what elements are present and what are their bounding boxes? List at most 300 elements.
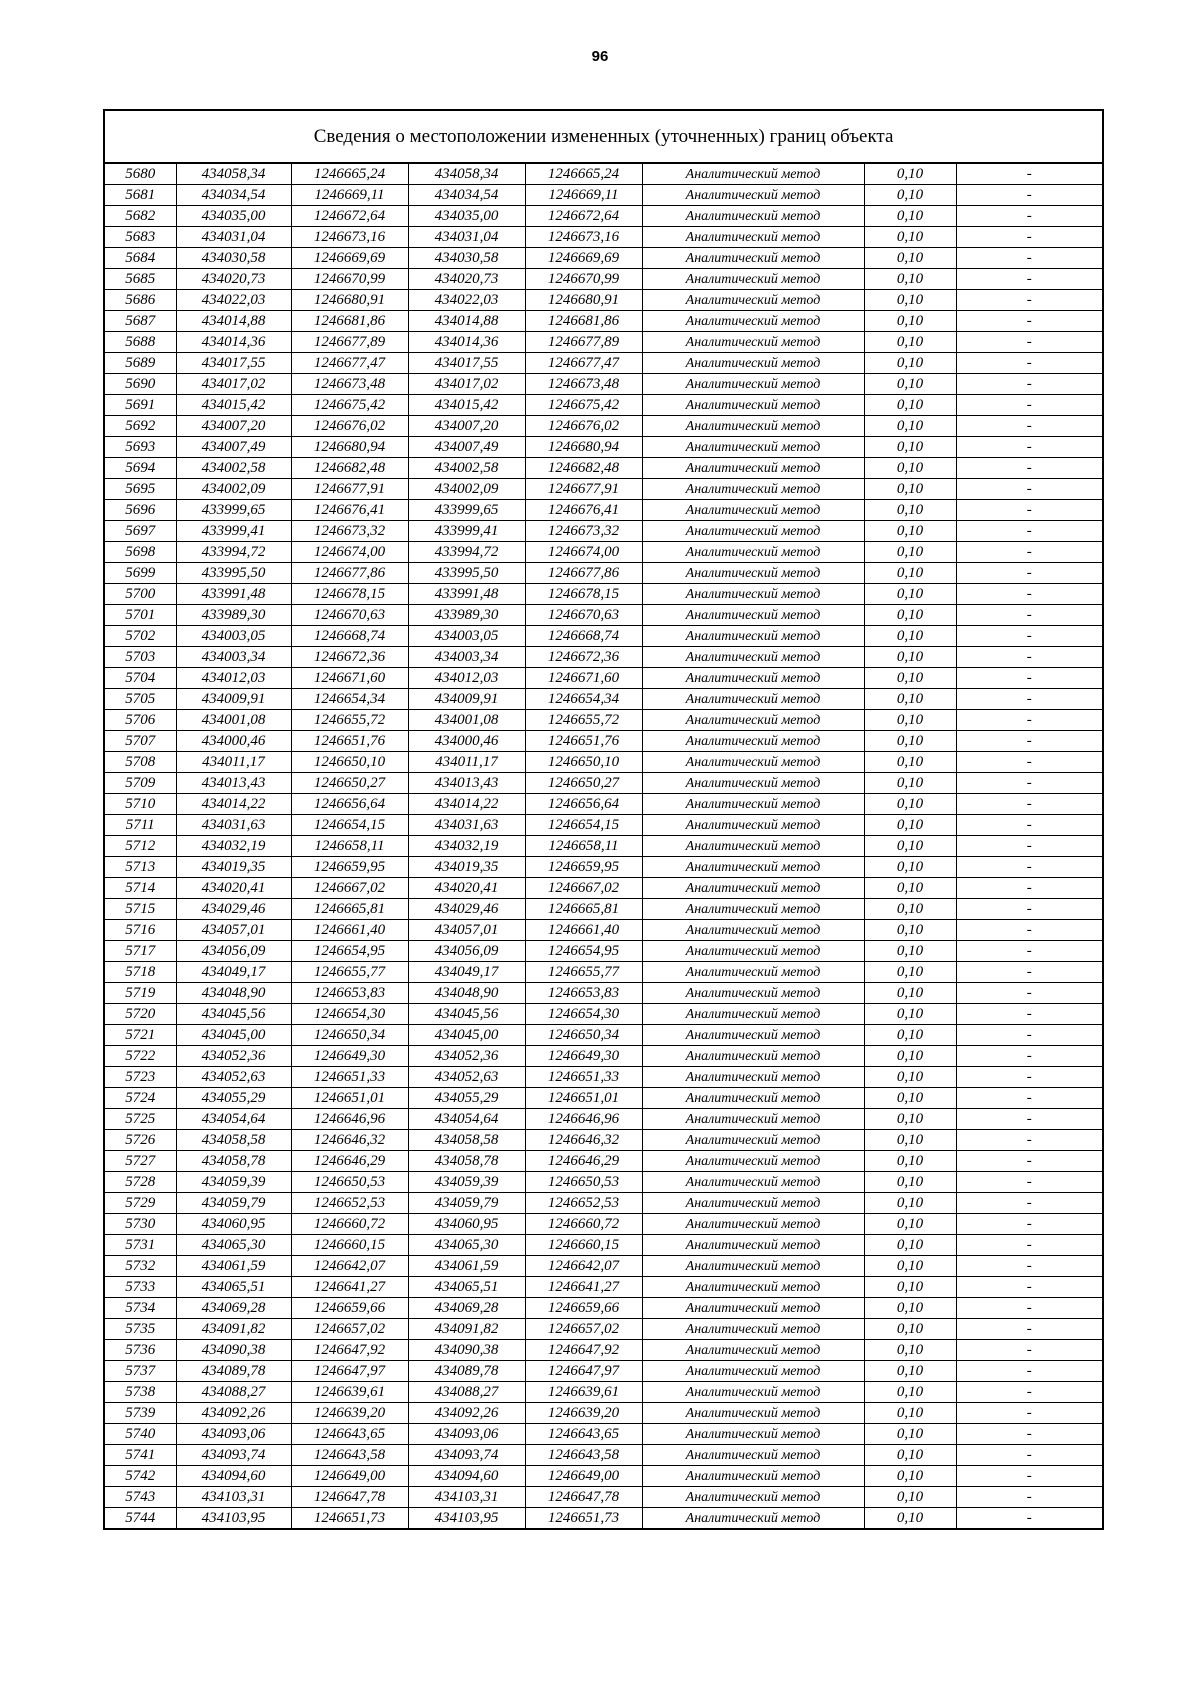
y-new-cell: 1246646,32 — [525, 1130, 642, 1151]
point-number-cell: 5689 — [104, 353, 176, 374]
method-cell: Аналитический метод — [642, 1235, 864, 1256]
x-old-cell: 434057,01 — [176, 920, 291, 941]
x-new-cell: 434014,36 — [408, 332, 525, 353]
table-row — [104, 941, 1103, 962]
point-number-cell: 5696 — [104, 500, 176, 521]
x-new-cell: 434034,54 — [408, 185, 525, 206]
table-row — [104, 689, 1103, 710]
x-old-cell: 434001,08 — [176, 710, 291, 731]
table-row — [104, 1025, 1103, 1046]
method-cell: Аналитический метод — [642, 605, 864, 626]
x-new-cell: 434054,64 — [408, 1109, 525, 1130]
point-number-cell: 5739 — [104, 1403, 176, 1424]
description-cell: - — [956, 1235, 1103, 1256]
x-old-cell: 434058,34 — [176, 163, 291, 185]
table-row — [104, 1235, 1103, 1256]
description-cell: - — [956, 1109, 1103, 1130]
point-number-cell: 5686 — [104, 290, 176, 311]
method-cell: Аналитический метод — [642, 521, 864, 542]
description-cell: - — [956, 1025, 1103, 1046]
x-new-cell: 434045,00 — [408, 1025, 525, 1046]
x-new-cell: 434003,05 — [408, 626, 525, 647]
point-number-cell: 5714 — [104, 878, 176, 899]
method-cell: Аналитический метод — [642, 1109, 864, 1130]
method-cell: Аналитический метод — [642, 1046, 864, 1067]
point-number-cell: 5715 — [104, 899, 176, 920]
x-old-cell: 434058,78 — [176, 1151, 291, 1172]
y-old-cell: 1246675,42 — [291, 395, 408, 416]
table-row — [104, 1361, 1103, 1382]
table-row — [104, 1424, 1103, 1445]
y-old-cell: 1246650,10 — [291, 752, 408, 773]
table-row — [104, 794, 1103, 815]
description-cell: - — [956, 500, 1103, 521]
method-cell: Аналитический метод — [642, 1445, 864, 1466]
method-cell: Аналитический метод — [642, 1172, 864, 1193]
accuracy-cell: 0,10 — [864, 290, 956, 311]
method-cell: Аналитический метод — [642, 542, 864, 563]
y-new-cell: 1246639,20 — [525, 1403, 642, 1424]
table-row — [104, 1403, 1103, 1424]
accuracy-cell: 0,10 — [864, 1025, 956, 1046]
point-number-cell: 5721 — [104, 1025, 176, 1046]
y-new-cell: 1246646,96 — [525, 1109, 642, 1130]
point-number-cell: 5723 — [104, 1067, 176, 1088]
table-row — [104, 731, 1103, 752]
x-old-cell: 434007,20 — [176, 416, 291, 437]
accuracy-cell: 0,10 — [864, 1046, 956, 1067]
y-new-cell: 1246677,89 — [525, 332, 642, 353]
description-cell: - — [956, 899, 1103, 920]
point-number-cell: 5733 — [104, 1277, 176, 1298]
y-new-cell: 1246650,34 — [525, 1025, 642, 1046]
accuracy-cell: 0,10 — [864, 1193, 956, 1214]
accuracy-cell: 0,10 — [864, 962, 956, 983]
description-cell: - — [956, 1172, 1103, 1193]
description-cell: - — [956, 1424, 1103, 1445]
method-cell: Аналитический метод — [642, 1508, 864, 1530]
x-new-cell: 434055,29 — [408, 1088, 525, 1109]
y-old-cell: 1246651,33 — [291, 1067, 408, 1088]
y-new-cell: 1246680,91 — [525, 290, 642, 311]
table-row — [104, 1067, 1103, 1088]
x-new-cell: 434093,06 — [408, 1424, 525, 1445]
y-new-cell: 1246668,74 — [525, 626, 642, 647]
y-old-cell: 1246677,91 — [291, 479, 408, 500]
description-cell: - — [956, 458, 1103, 479]
table-row — [104, 479, 1103, 500]
point-number-cell: 5695 — [104, 479, 176, 500]
y-new-cell: 1246659,95 — [525, 857, 642, 878]
y-old-cell: 1246647,78 — [291, 1487, 408, 1508]
y-new-cell: 1246657,02 — [525, 1319, 642, 1340]
method-cell: Аналитический метод — [642, 353, 864, 374]
x-new-cell: 434002,09 — [408, 479, 525, 500]
accuracy-cell: 0,10 — [864, 731, 956, 752]
description-cell: - — [956, 1487, 1103, 1508]
x-new-cell: 434013,43 — [408, 773, 525, 794]
x-new-cell: 434057,01 — [408, 920, 525, 941]
y-new-cell: 1246672,36 — [525, 647, 642, 668]
y-new-cell: 1246676,02 — [525, 416, 642, 437]
y-old-cell: 1246680,94 — [291, 437, 408, 458]
y-old-cell: 1246649,00 — [291, 1466, 408, 1487]
x-old-cell: 434002,58 — [176, 458, 291, 479]
description-cell: - — [956, 794, 1103, 815]
x-new-cell: 434019,35 — [408, 857, 525, 878]
accuracy-cell: 0,10 — [864, 815, 956, 836]
table-title-row — [104, 110, 1103, 163]
y-old-cell: 1246660,72 — [291, 1214, 408, 1235]
y-old-cell: 1246678,15 — [291, 584, 408, 605]
table-row — [104, 1319, 1103, 1340]
accuracy-cell: 0,10 — [864, 1130, 956, 1151]
x-old-cell: 434029,46 — [176, 899, 291, 920]
method-cell: Аналитический метод — [642, 500, 864, 521]
point-number-cell: 5719 — [104, 983, 176, 1004]
x-old-cell: 434069,28 — [176, 1298, 291, 1319]
accuracy-cell: 0,10 — [864, 752, 956, 773]
y-old-cell: 1246652,53 — [291, 1193, 408, 1214]
table-row — [104, 185, 1103, 206]
y-old-cell: 1246646,29 — [291, 1151, 408, 1172]
x-old-cell: 434103,95 — [176, 1508, 291, 1530]
table-row — [104, 1004, 1103, 1025]
boundary-coordinates-table — [103, 109, 1104, 1530]
description-cell: - — [956, 920, 1103, 941]
x-old-cell: 434094,60 — [176, 1466, 291, 1487]
accuracy-cell: 0,10 — [864, 206, 956, 227]
x-old-cell: 434049,17 — [176, 962, 291, 983]
accuracy-cell: 0,10 — [864, 1445, 956, 1466]
table-row — [104, 962, 1103, 983]
accuracy-cell: 0,10 — [864, 1424, 956, 1445]
x-new-cell: 433991,48 — [408, 584, 525, 605]
point-number-cell: 5690 — [104, 374, 176, 395]
description-cell: - — [956, 353, 1103, 374]
y-new-cell: 1246677,47 — [525, 353, 642, 374]
y-new-cell: 1246654,34 — [525, 689, 642, 710]
y-old-cell: 1246655,77 — [291, 962, 408, 983]
description-cell: - — [956, 1340, 1103, 1361]
accuracy-cell: 0,10 — [864, 1340, 956, 1361]
description-cell: - — [956, 206, 1103, 227]
x-new-cell: 434009,91 — [408, 689, 525, 710]
y-old-cell: 1246643,58 — [291, 1445, 408, 1466]
description-cell: - — [956, 1088, 1103, 1109]
accuracy-cell: 0,10 — [864, 1256, 956, 1277]
accuracy-cell: 0,10 — [864, 920, 956, 941]
method-cell: Аналитический метод — [642, 836, 864, 857]
point-number-cell: 5702 — [104, 626, 176, 647]
y-old-cell: 1246646,32 — [291, 1130, 408, 1151]
table-row — [104, 773, 1103, 794]
method-cell: Аналитический метод — [642, 290, 864, 311]
table-row — [104, 815, 1103, 836]
accuracy-cell: 0,10 — [864, 1277, 956, 1298]
method-cell: Аналитический метод — [642, 731, 864, 752]
table-row — [104, 1088, 1103, 1109]
y-new-cell: 1246676,41 — [525, 500, 642, 521]
x-old-cell: 434045,00 — [176, 1025, 291, 1046]
description-cell: - — [956, 1067, 1103, 1088]
x-new-cell: 433995,50 — [408, 563, 525, 584]
point-number-cell: 5692 — [104, 416, 176, 437]
method-cell: Аналитический метод — [642, 773, 864, 794]
point-number-cell: 5683 — [104, 227, 176, 248]
y-old-cell: 1246639,61 — [291, 1382, 408, 1403]
method-cell: Аналитический метод — [642, 311, 864, 332]
description-cell: - — [956, 983, 1103, 1004]
table-row — [104, 227, 1103, 248]
y-new-cell: 1246650,10 — [525, 752, 642, 773]
table-row — [104, 374, 1103, 395]
y-old-cell: 1246669,11 — [291, 185, 408, 206]
point-number-cell: 5738 — [104, 1382, 176, 1403]
table-row — [104, 290, 1103, 311]
y-new-cell: 1246675,42 — [525, 395, 642, 416]
x-new-cell: 434058,58 — [408, 1130, 525, 1151]
method-cell: Аналитический метод — [642, 983, 864, 1004]
x-old-cell: 434056,09 — [176, 941, 291, 962]
x-new-cell: 434031,04 — [408, 227, 525, 248]
x-old-cell: 433989,30 — [176, 605, 291, 626]
y-old-cell: 1246647,92 — [291, 1340, 408, 1361]
description-cell: - — [956, 1193, 1103, 1214]
table-row — [104, 1256, 1103, 1277]
method-cell: Аналитический метод — [642, 1151, 864, 1172]
description-cell: - — [956, 479, 1103, 500]
y-new-cell: 1246659,66 — [525, 1298, 642, 1319]
y-new-cell: 1246649,30 — [525, 1046, 642, 1067]
x-old-cell: 434013,43 — [176, 773, 291, 794]
description-cell: - — [956, 1319, 1103, 1340]
x-new-cell: 434007,49 — [408, 437, 525, 458]
accuracy-cell: 0,10 — [864, 311, 956, 332]
accuracy-cell: 0,10 — [864, 857, 956, 878]
x-old-cell: 434017,02 — [176, 374, 291, 395]
accuracy-cell: 0,10 — [864, 1487, 956, 1508]
point-number-cell: 5737 — [104, 1361, 176, 1382]
table-row — [104, 668, 1103, 689]
x-new-cell: 434017,55 — [408, 353, 525, 374]
method-cell: Аналитический метод — [642, 668, 864, 689]
table-row — [104, 1466, 1103, 1487]
x-old-cell: 434065,51 — [176, 1277, 291, 1298]
table-row — [104, 563, 1103, 584]
table-row — [104, 1109, 1103, 1130]
accuracy-cell: 0,10 — [864, 479, 956, 500]
table-row — [104, 752, 1103, 773]
table-row — [104, 1298, 1103, 1319]
method-cell: Аналитический метод — [642, 332, 864, 353]
accuracy-cell: 0,10 — [864, 773, 956, 794]
table-row — [104, 1172, 1103, 1193]
accuracy-cell: 0,10 — [864, 1109, 956, 1130]
y-new-cell: 1246674,00 — [525, 542, 642, 563]
accuracy-cell: 0,10 — [864, 668, 956, 689]
point-number-cell: 5691 — [104, 395, 176, 416]
y-new-cell: 1246652,53 — [525, 1193, 642, 1214]
table-row — [104, 395, 1103, 416]
y-new-cell: 1246651,73 — [525, 1508, 642, 1530]
method-cell: Аналитический метод — [642, 416, 864, 437]
table-row — [104, 1445, 1103, 1466]
y-old-cell: 1246668,74 — [291, 626, 408, 647]
x-new-cell: 434007,20 — [408, 416, 525, 437]
accuracy-cell: 0,10 — [864, 185, 956, 206]
accuracy-cell: 0,10 — [864, 1361, 956, 1382]
y-old-cell: 1246650,34 — [291, 1025, 408, 1046]
x-new-cell: 434069,28 — [408, 1298, 525, 1319]
x-new-cell: 434020,41 — [408, 878, 525, 899]
point-number-cell: 5684 — [104, 248, 176, 269]
table-row — [104, 647, 1103, 668]
y-new-cell: 1246670,99 — [525, 269, 642, 290]
y-old-cell: 1246647,97 — [291, 1361, 408, 1382]
description-cell: - — [956, 311, 1103, 332]
y-old-cell: 1246672,36 — [291, 647, 408, 668]
x-old-cell: 434014,88 — [176, 311, 291, 332]
table-row — [104, 1382, 1103, 1403]
description-cell: - — [956, 836, 1103, 857]
x-old-cell: 434059,79 — [176, 1193, 291, 1214]
accuracy-cell: 0,10 — [864, 163, 956, 185]
point-number-cell: 5706 — [104, 710, 176, 731]
method-cell: Аналитический метод — [642, 584, 864, 605]
x-old-cell: 434089,78 — [176, 1361, 291, 1382]
method-cell: Аналитический метод — [642, 710, 864, 731]
point-number-cell: 5728 — [104, 1172, 176, 1193]
description-cell: - — [956, 374, 1103, 395]
x-new-cell: 434092,26 — [408, 1403, 525, 1424]
method-cell: Аналитический метод — [642, 1298, 864, 1319]
point-number-cell: 5711 — [104, 815, 176, 836]
method-cell: Аналитический метод — [642, 563, 864, 584]
page-number: 96 — [591, 48, 609, 65]
y-old-cell: 1246651,01 — [291, 1088, 408, 1109]
x-old-cell: 434000,46 — [176, 731, 291, 752]
point-number-cell: 5726 — [104, 1130, 176, 1151]
y-new-cell: 1246650,27 — [525, 773, 642, 794]
x-old-cell: 434045,56 — [176, 1004, 291, 1025]
y-new-cell: 1246681,86 — [525, 311, 642, 332]
y-new-cell: 1246670,63 — [525, 605, 642, 626]
x-new-cell: 434048,90 — [408, 983, 525, 1004]
y-new-cell: 1246654,95 — [525, 941, 642, 962]
x-new-cell: 434091,82 — [408, 1319, 525, 1340]
x-new-cell: 434029,46 — [408, 899, 525, 920]
accuracy-cell: 0,10 — [864, 1466, 956, 1487]
point-number-cell: 5709 — [104, 773, 176, 794]
y-old-cell: 1246655,72 — [291, 710, 408, 731]
description-cell: - — [956, 962, 1103, 983]
description-cell: - — [956, 731, 1103, 752]
x-old-cell: 434009,91 — [176, 689, 291, 710]
x-new-cell: 434020,73 — [408, 269, 525, 290]
y-old-cell: 1246659,66 — [291, 1298, 408, 1319]
description-cell: - — [956, 815, 1103, 836]
description-cell: - — [956, 395, 1103, 416]
point-number-cell: 5705 — [104, 689, 176, 710]
x-new-cell: 434012,03 — [408, 668, 525, 689]
x-new-cell: 434060,95 — [408, 1214, 525, 1235]
description-cell: - — [956, 647, 1103, 668]
method-cell: Аналитический метод — [642, 962, 864, 983]
point-number-cell: 5701 — [104, 605, 176, 626]
description-cell: - — [956, 1130, 1103, 1151]
method-cell: Аналитический метод — [642, 395, 864, 416]
x-new-cell: 434065,51 — [408, 1277, 525, 1298]
accuracy-cell: 0,10 — [864, 332, 956, 353]
accuracy-cell: 0,10 — [864, 1319, 956, 1340]
y-old-cell: 1246651,76 — [291, 731, 408, 752]
description-cell: - — [956, 1214, 1103, 1235]
table-row — [104, 458, 1103, 479]
method-cell: Аналитический метод — [642, 206, 864, 227]
point-number-cell: 5731 — [104, 1235, 176, 1256]
x-new-cell: 434014,22 — [408, 794, 525, 815]
description-cell: - — [956, 227, 1103, 248]
description-cell: - — [956, 1004, 1103, 1025]
method-cell: Аналитический метод — [642, 626, 864, 647]
description-cell: - — [956, 941, 1103, 962]
x-old-cell: 434007,49 — [176, 437, 291, 458]
x-old-cell: 434092,26 — [176, 1403, 291, 1424]
table-row — [104, 163, 1103, 185]
description-cell: - — [956, 1382, 1103, 1403]
description-cell: - — [956, 521, 1103, 542]
x-new-cell: 434032,19 — [408, 836, 525, 857]
description-cell: - — [956, 857, 1103, 878]
x-new-cell: 434035,00 — [408, 206, 525, 227]
table-row — [104, 1508, 1103, 1530]
method-cell: Аналитический метод — [642, 1256, 864, 1277]
y-new-cell: 1246667,02 — [525, 878, 642, 899]
accuracy-cell: 0,10 — [864, 710, 956, 731]
y-old-cell: 1246658,11 — [291, 836, 408, 857]
point-number-cell: 5693 — [104, 437, 176, 458]
x-new-cell: 434058,34 — [408, 163, 525, 185]
point-number-cell: 5722 — [104, 1046, 176, 1067]
point-number-cell: 5700 — [104, 584, 176, 605]
method-cell: Аналитический метод — [642, 1487, 864, 1508]
accuracy-cell: 0,10 — [864, 836, 956, 857]
point-number-cell: 5707 — [104, 731, 176, 752]
accuracy-cell: 0,10 — [864, 1088, 956, 1109]
x-new-cell: 434090,38 — [408, 1340, 525, 1361]
y-new-cell: 1246655,77 — [525, 962, 642, 983]
method-cell: Аналитический метод — [642, 1130, 864, 1151]
accuracy-cell: 0,10 — [864, 353, 956, 374]
point-number-cell: 5724 — [104, 1088, 176, 1109]
x-new-cell: 433999,41 — [408, 521, 525, 542]
method-cell: Аналитический метод — [642, 1088, 864, 1109]
y-old-cell: 1246677,47 — [291, 353, 408, 374]
method-cell: Аналитический метод — [642, 248, 864, 269]
y-old-cell: 1246670,99 — [291, 269, 408, 290]
accuracy-cell: 0,10 — [864, 542, 956, 563]
point-number-cell: 5727 — [104, 1151, 176, 1172]
table-row — [104, 1487, 1103, 1508]
y-old-cell: 1246646,96 — [291, 1109, 408, 1130]
x-old-cell: 434048,90 — [176, 983, 291, 1004]
x-new-cell: 434052,36 — [408, 1046, 525, 1067]
accuracy-cell: 0,10 — [864, 941, 956, 962]
point-number-cell: 5717 — [104, 941, 176, 962]
accuracy-cell: 0,10 — [864, 1214, 956, 1235]
table-row — [104, 710, 1103, 731]
